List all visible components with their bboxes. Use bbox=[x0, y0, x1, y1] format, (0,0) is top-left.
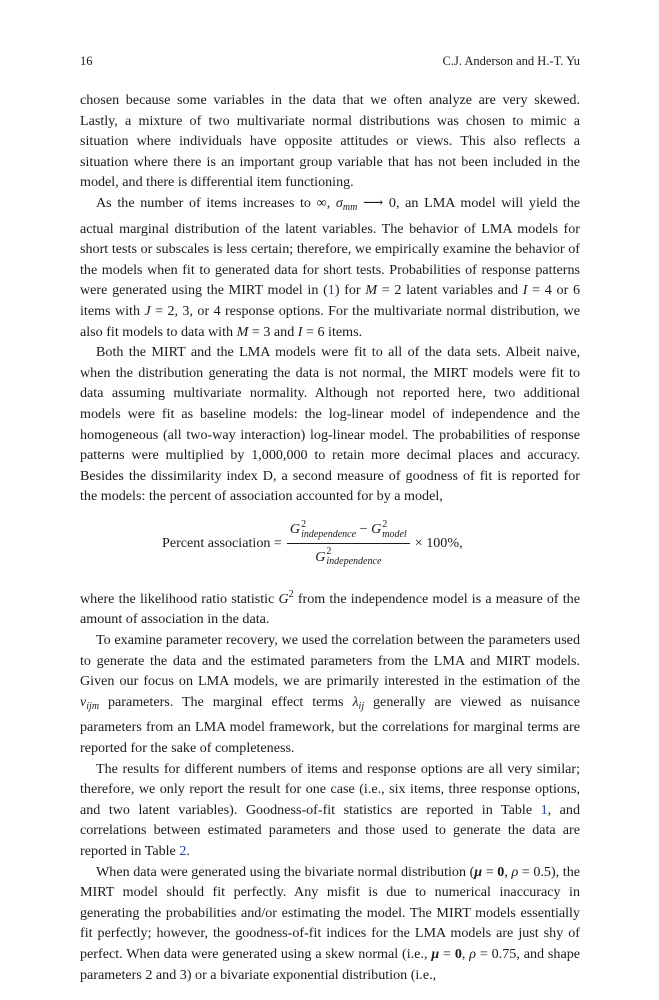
running-header bbox=[80, 54, 580, 72]
equation-ref-link[interactable]: 1 bbox=[327, 282, 335, 299]
equation-rhs: × 100%, bbox=[414, 534, 463, 551]
table-2-link[interactable]: 2 bbox=[179, 843, 187, 859]
equation-fraction bbox=[287, 519, 410, 568]
paragraph-1: chosen because some variables in the data that we often analyze are very skewed. Lastly, a mixture of two multivariate normal distributions was chosen to mimic a situation where individuals have opposite attitudes or views. This also reflects a situation where there is an important group variable that has not been included in the model, and there is differential item functioning. bbox=[80, 92, 580, 191]
equation-denominator: G 2 independence bbox=[315, 546, 382, 568]
percent-association-equation bbox=[80, 517, 580, 577]
body-text bbox=[80, 90, 580, 985]
paragraph-3: Both the MIRT and the LMA models were fit to all of the data sets. Albeit naive, when the distribution generating the data is not normal, the MIRT models were fit to data assuming multivariate normality. Although not reported here, two additional models were fit as baseline models: the log-linear model of independence and the homogeneous (all two-way interaction) log-linear model. The probabilities of response patterns were multiplied by 1,000,000 to retain more decimal places and accuracy. Besides the dissimilarity index D, a second measure of goodness of fit is reported for the models: the percent of association accounted for by a model, bbox=[80, 344, 580, 505]
page-number: 16 bbox=[80, 54, 93, 68]
equation-lhs: Percent association = bbox=[162, 534, 282, 551]
table-1-link[interactable]: 1 bbox=[540, 801, 548, 818]
paragraph-7: When data were generated using the bivariate normal distribution (μ = 0, ρ = 0.5), the MIRT model should fit perfectly. Any misfit is due to numerical inaccuracy in generating the probabilities and/or estimating the model. The MIRT models essentially fit perfectly; however, the goodness-of-fit indices for the LMA models are just shy of perfect. When data were generated using a skew normal (i.e., μ = 0, ρ = 0.75, and shape parameters 2 and 3) or a bivariate exponential distribution (i.e., bbox=[80, 863, 581, 983]
paragraph-2: As the number of items increases to ∞, $\sigma_{mm}$ ⟶ 0, an LMA model will yield the actual marginal distribution of the latent variables. The behavior of LMA models for short tests or subscales is less certain; therefore, we empirically examine the behavior of the models when fit to generated data for short tests. Probabilities of response patterns were generated using the MIRT model in (1) for M = 2 latent variables and I = 4 or 6 items with J = 2, 3, or 4 response options. For the multivariate normal distribution, we also fit models to data with M = 3 and I = 6 items. bbox=[80, 194, 580, 340]
running-authors: C.J. Anderson and H.-T. Yu bbox=[442, 54, 580, 68]
paragraph-5: To examine parameter recovery, we used the correlation between the parameters used to generate the data and the estimated parameters from the LMA and MIRT models. Given our focus on LMA models, we are primarily interested in the estimation of the $\nu_{ijm}$ parameters. The marginal effect terms $\lambda_{ij}$ generally are viewed as nuisance parameters from an LMA model framework, but the correlations for marginal terms are reported for the sake of completeness. bbox=[80, 632, 581, 757]
equation-numerator: G 2 independence − G 2 model bbox=[287, 519, 410, 544]
paragraph-6: The results for different numbers of items and response options are all very similar; therefore, we only report the result for one case (i.e., six items, three response options, and two latent variables). Goodness-of-fit statistics are reported in Table 1, and correlations between estimated parameters and those used to generate the data are reported in Table 2. bbox=[80, 760, 580, 859]
paragraph-4: where the likelihood ratio statistic $G^2$ from the independence model is a measure of the amount of association in the data. bbox=[80, 588, 580, 628]
